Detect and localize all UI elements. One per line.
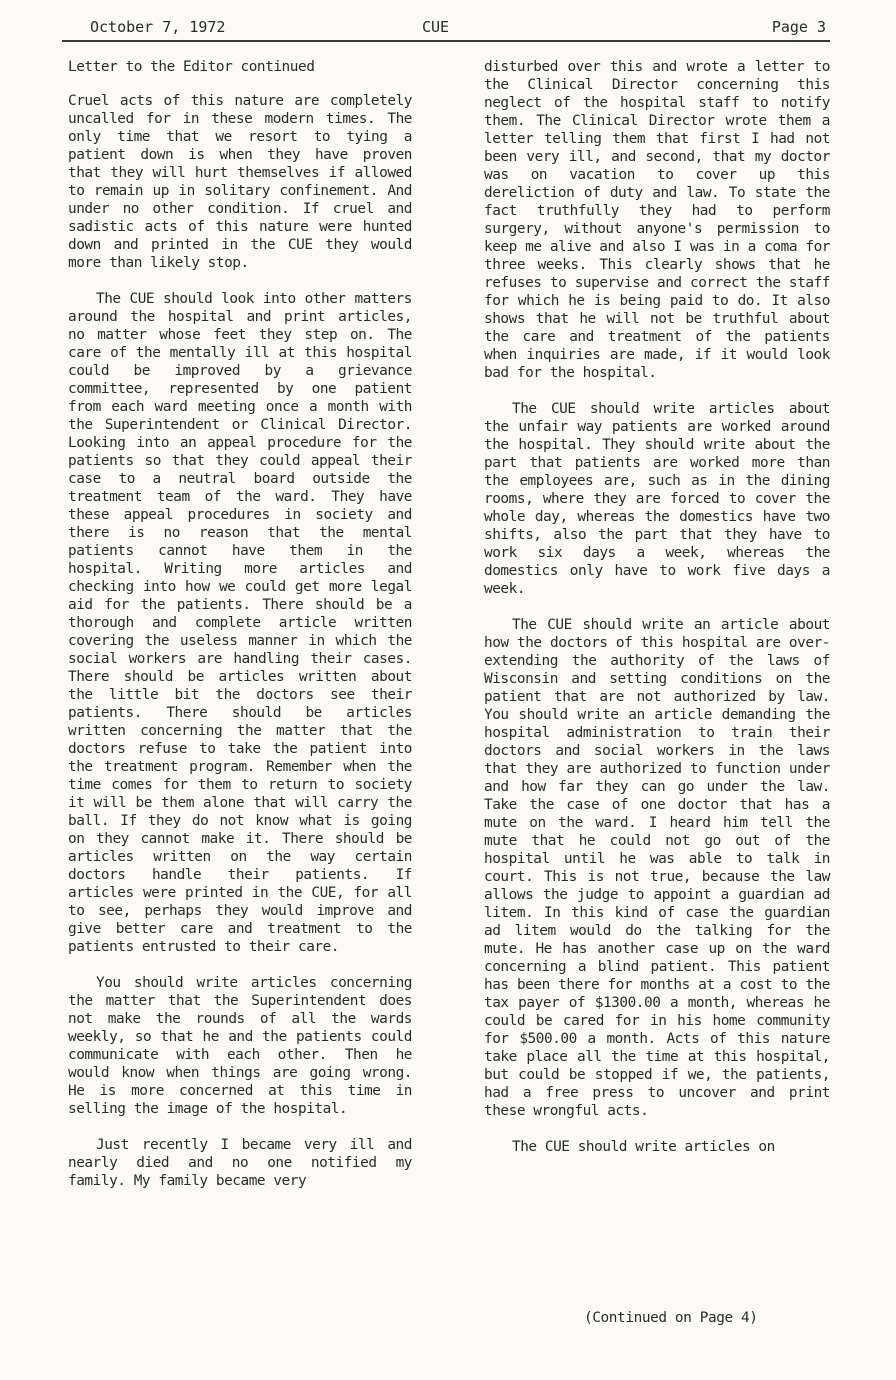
paragraph: The CUE should write articles on [512,1139,775,1155]
paragraph: Cruel acts of this nature are completely uncalled for in these modern times. The only time that we resort to tying a patient down is when they have proven that they will hurt themselves if allowed to remain up in solitary confinement. And under no other condition. If cruel and sadistic acts of this nature were hunted down and printed in the CUE they would more than likely stop. [68,93,412,271]
page-number: Page 3 [771,18,826,36]
paragraph: The CUE should write an article about how the doctors of this hospital are over-extending the authority of the laws of Wisconsin and setting conditions on the patient that are not authorized by law. You should write an article demanding the hospital administration to train their doctors and social workers in the laws that they are authorized to function under and how far they can go under the law. Take the case of one doctor that has a mute on the ward. I heard him tell the mute that he could not go out of the hospital until he was able to talk in court. This is not true, because the law allows the judge to appoint a guardian ad litem. In this kind of case the guardian ad litem would do the talking for the mute. He has another case up on the ward concerning a blind patient. This patient has been there for months at a cost to the tax payer of $1300.00 a month, whereas he could be cared for in his home community for $500.00 a month. Acts of this nature take place all the time at this hospital, but could be stopped if we, the patients, had a free press to uncover and print these wrongful acts. [484,617,830,1119]
paragraph: The CUE should look into other matters around the hospital and print articles, no matter whose feet they step on. The care of the mentally ill at this hospital could be improved by a grievance committee, represented by one patient from each ward meeting once a month with the Superintendent or Clinical Director. Looking into an appeal procedure for the patients so that they could appeal their case to a neutral board outside the treatment team of the ward. They have these appeal procedures in society and there is no reason that the mental patients cannot have them in the hospital. Writing more articles and checking into how we could get more legal aid for the patients. There should be a thorough and complete article written covering the useless manner in which the social workers are handling their cases. There should be articles written about the little bit the doctors see their patients. There should be articles written concerning the matter that the doctors refuse to take the patient into the treatment program. Remember when the time comes for them to return to society it will be them alone that will carry the ball. If they do not know what is going on they cannot make it. There should be articles written on the way certain doctors handle their patients. If articles were printed in the CUE, for all to see, perhaps they would improve and give better care and treatment to the patients entrusted to their care. [68,291,412,955]
continued-note: (Continued on Page 4) [584,1310,758,1326]
right-column [484,58,830,1174]
issue-date: October 7, 1972 [90,18,226,36]
paragraph: You should write articles concerning the matter that the Superintendent does not make the rounds of all the wards weekly, so that he and the patients could communicate with each other. Then he would know when things are going wrong. He is more concerned at this time in selling the image of the hospital. [68,975,412,1117]
publication-name: CUE [422,18,450,36]
paragraph: disturbed over this and wrote a letter to the Clinical Director concerning this neglect of the hospital staff to notify them. The Clinical Director wrote them a letter telling them that first I had not been very ill, and second, that my doctor was on vacation to cover up this dereliction of duty and law. To state the fact truthfully they had to perform surgery, without anyone's permission to keep me alive and also I was in a coma for three weeks. This clearly shows that he refuses to supervise and correct the staff for which he is being paid to do. It also shows that he will not be truthful about the care and treatment of the patients when inquiries are made, if it would look bad for the hospital. [484,59,830,381]
paragraph: Just recently I became very ill and nearly died and no one notified my family. My family became very [68,1137,412,1189]
section-heading: Letter to the Editor continued [68,59,315,75]
paragraph: The CUE should write articles about the unfair way patients are worked around the hospital. They should write about the part that patients are worked more than the employees are, such as in the dining rooms, where they are forced to cover the whole day, whereas the domestics have two shifts, also the part that they have to work six days a week, whereas the domestics only have to work five days a week. [484,401,830,597]
left-column [68,58,412,1208]
page-header [62,16,830,42]
